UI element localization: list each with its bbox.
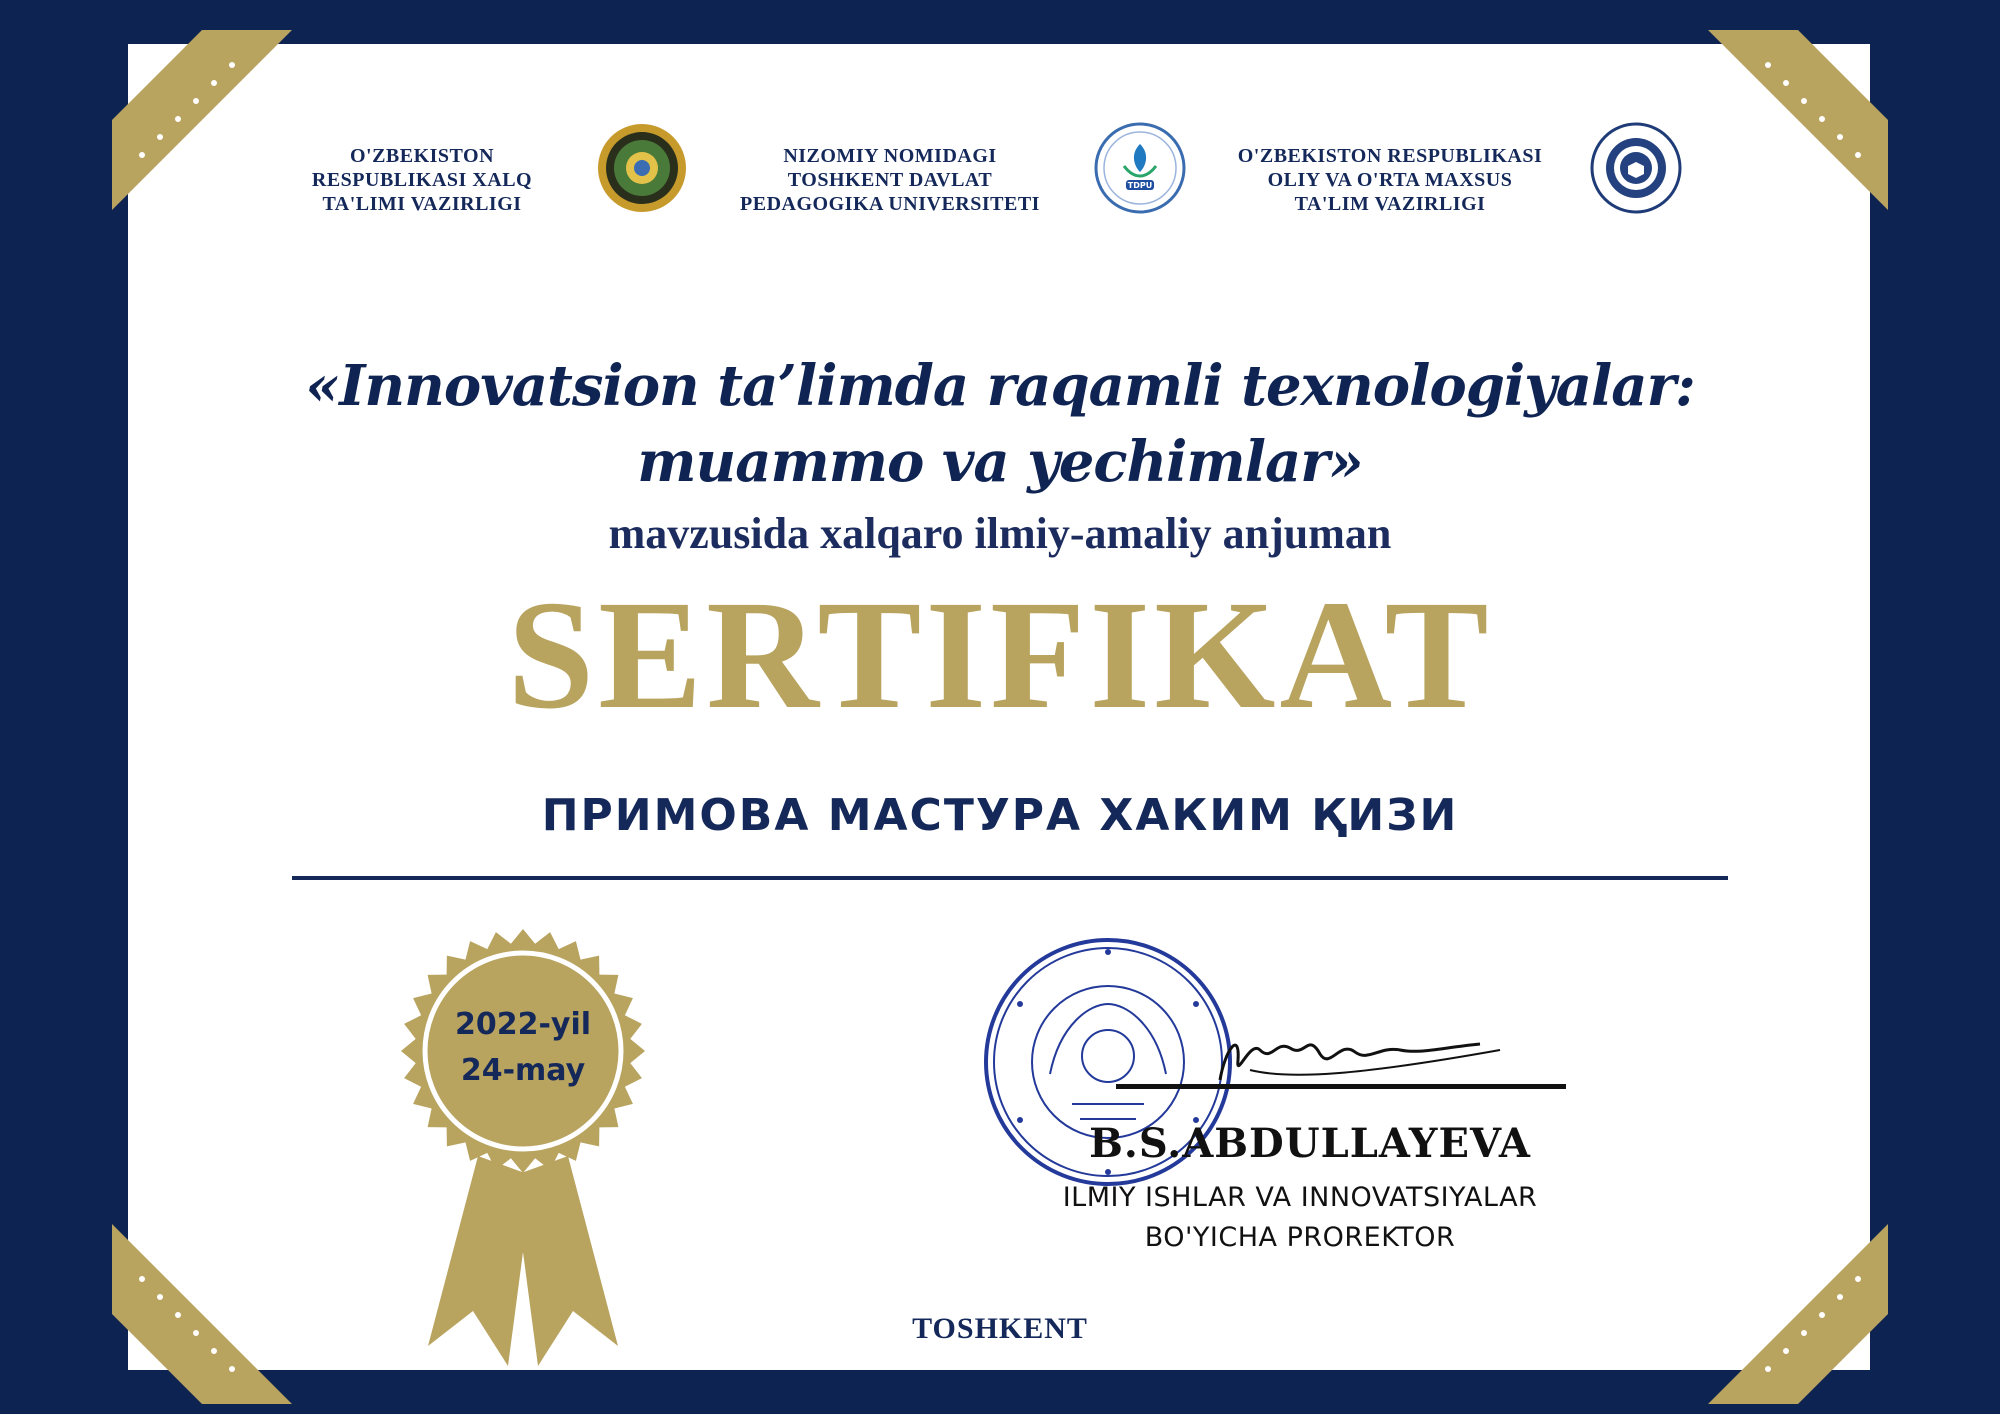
org-ministry-public-education: O'ZBEKISTON RESPUBLIKASI XALQ TA'LIMI VAZIRLIGI	[311, 145, 533, 215]
seal-date: 2022-yil 24-may	[454, 1007, 592, 1088]
ministry-seal-icon	[1590, 122, 1682, 214]
corner-ribbon-bottom-right	[1668, 1184, 1888, 1404]
signer-name: B.S.ABDULLAYEVA	[1089, 1120, 1531, 1167]
award-rosette-icon	[398, 926, 648, 1396]
conference-subtitle: mavzusida xalqaro ilmiy-amaliy anjuman	[608, 509, 1392, 558]
conference-title: «Innovatsion ta’limda raqamli texnologiyalar: muammo va yechimlar»	[305, 353, 1695, 495]
org-tdpu: NIZOMIY NOMIDAGI TOSHKENT DAVLAT PEDAGOGIKA UNIVERSITETI	[740, 145, 1040, 215]
divider-line	[292, 876, 1728, 880]
certificate-heading: SERTIFIKAT	[507, 568, 1493, 741]
recipient-name: ПРИМОВА МАСТУРА ХАКИМ ҚИЗИ	[541, 790, 1459, 841]
state-emblem-icon	[596, 122, 688, 214]
signature-line	[1116, 1084, 1566, 1089]
tdpu-logo-icon	[1094, 122, 1186, 214]
signer-role-line2: BO'YICHA PROREKTOR	[1144, 1222, 1456, 1253]
corner-ribbon-bottom-left	[112, 1184, 332, 1404]
corner-ribbon-top-right	[1668, 30, 1888, 250]
corner-ribbon-top-left	[112, 30, 332, 250]
org-ministry-higher-education: O'ZBEKISTON RESPUBLIKASI OLIY VA O'RTA MAXSUS TA'LIM VAZIRLIGI	[1237, 145, 1543, 215]
city-name: TOSHKENT	[912, 1312, 1088, 1345]
signer-role-line1: ILMIY ISHLAR VA INNOVATSIYALAR	[1062, 1182, 1538, 1213]
tdpu-logo-text: TDPU	[1127, 181, 1153, 190]
